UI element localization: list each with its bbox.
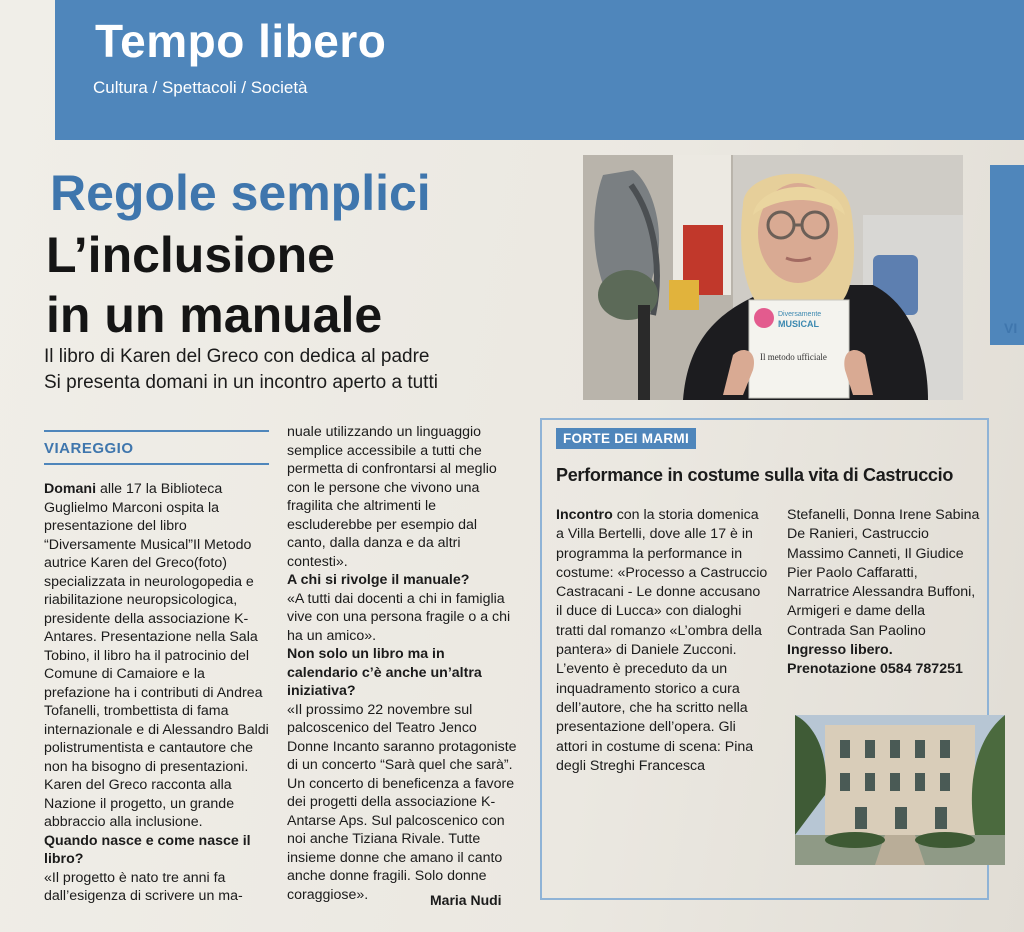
sidebar-column-1 — [556, 506, 768, 776]
article-kicker: VIAREGGIO — [44, 440, 134, 457]
sidebar-ingresso: Ingresso libero. — [787, 642, 893, 659]
sidebar-paragraph — [556, 506, 768, 776]
article-intro-paragraph — [44, 480, 270, 832]
kicker-rule-top — [44, 430, 269, 432]
villa-photo — [795, 715, 1005, 865]
section-subtitle: Cultura / Spettacoli / Società — [93, 78, 308, 97]
book-brand-line-2: MUSICAL — [778, 319, 819, 329]
sidebar-lead-word: Incontro — [556, 507, 613, 523]
standfirst-line-1: Il libro di Karen del Greco con dedica al padre — [44, 346, 430, 367]
interview-answer-3: «Il prossimo 22 novembre sul palcoscenico del Teatro Jenco Donne Incanto saranno protagoniste di un concerto “Sarà quel che sarà”. Un concerto di beneficenza a favore dei progetti della associazione K-Antarse Aps. Sul palcoscenico con noi anche Tiziana Rivale. Tutte insieme donne che amano il canto anche donne fragili. Solo donne coraggiose». — [287, 701, 517, 903]
author-photo-illustration — [583, 155, 963, 400]
article-intro-text: alle 17 la Biblioteca Guglielmo Marconi ospita la presentazione del libro “Diversamente Musical”Il Metodo autrice Karen del Greco(foto) specializzata in neurologopedia e riabilitazione neuropsicologica, presidente della associazione K-Antares. Presentazione nella Sala Tobino, il libro ha il patrocinio del Comune di Camaiore e la prefazione ha i contributi di Andrea Tofanelli, trombettista di fama internazionale e di Alessandro Baldi polistrumentista e cantautore che non ha bisogno di presentazioni. Karen del Greco racconta alla Nazione il progetto, un grande abbraccio alla inclusione. — [44, 481, 269, 830]
interview-question-2: A chi si rivolge il manuale? — [287, 572, 470, 588]
headline-line-1: Regole semplici — [50, 165, 431, 221]
adjacent-article-edge — [990, 165, 1024, 345]
sidebar-title: Performance in costume sulla vita di Castruccio — [556, 465, 954, 485]
headline-line-3: in un manuale — [46, 287, 383, 343]
sidebar-text-2: Stefanelli, Donna Irene Sabina De Ranieri, Castruccio Massimo Canneti, Il Giudice Pier Paolo Caffaratti, Narratrice Alessandra Buffoni, Armigeri e dame della Contrada San Paolino — [787, 507, 980, 639]
interview-question-3: Non solo un libro ma in calendario c’è anche un’altra iniziativa? — [287, 646, 482, 699]
book-title: Il metodo ufficiale — [760, 352, 827, 362]
headline-line-2: L’inclusione — [46, 227, 335, 283]
sidebar-text-1: con la storia domenica a Villa Bertelli, dove alle 17 è in programma la performance in costume: «Processo a Castruccio Castracani - Le donne accusano il duce di Lucca» con dialoghi tratti dal romanzo «L’ombra della pantera» di Daniele Zucconi. L’evento è preceduto da un inquadramento storico a cura dell’autore, che ha scritto nella presentazione dell’opera. Gli attori in costume di scena: Pina degli Streghi Francesca — [556, 507, 768, 774]
interview-answer-2: «A tutti dai docenti a chi in famiglia vive con una persona fragile o a chi ha un amico». — [287, 590, 511, 644]
sidebar-column-2 — [787, 506, 982, 680]
article-lead-word: Domani — [44, 481, 97, 497]
book-brand-line-1: Diversamente — [778, 311, 822, 318]
article-byline: Maria Nudi — [430, 892, 502, 908]
article-column-2 — [287, 423, 517, 904]
article-column-1 — [44, 480, 270, 906]
sidebar-prenotazione: Prenotazione 0584 787251 — [787, 661, 963, 678]
villa-photo-illustration — [795, 715, 1005, 865]
interview-question-1: Quando nasce e come nasce il libro? — [44, 832, 251, 867]
interview-answer-1-end: nuale utilizzando un linguaggio semplice accessibile a tutti che permetta di confrontarsi al meglio con le persone che vivono una fragilita che altrimenti le escluderebbe per esempio dal canto, dalla danza e da altri contesti». — [287, 424, 497, 570]
standfirst-line-2: Si presenta domani in un incontro aperto a tutti — [44, 372, 438, 393]
author-photo — [583, 155, 963, 400]
adjacent-article-text: VI — [1004, 320, 1018, 336]
sidebar-kicker: FORTE DEI MARMI — [556, 428, 696, 449]
section-title: Tempo libero — [95, 15, 387, 67]
kicker-rule-bottom — [44, 463, 269, 465]
interview-answer-1-start: «Il progetto è nato tre anni fa dall’esigenza di scrivere un ma- — [44, 869, 243, 904]
